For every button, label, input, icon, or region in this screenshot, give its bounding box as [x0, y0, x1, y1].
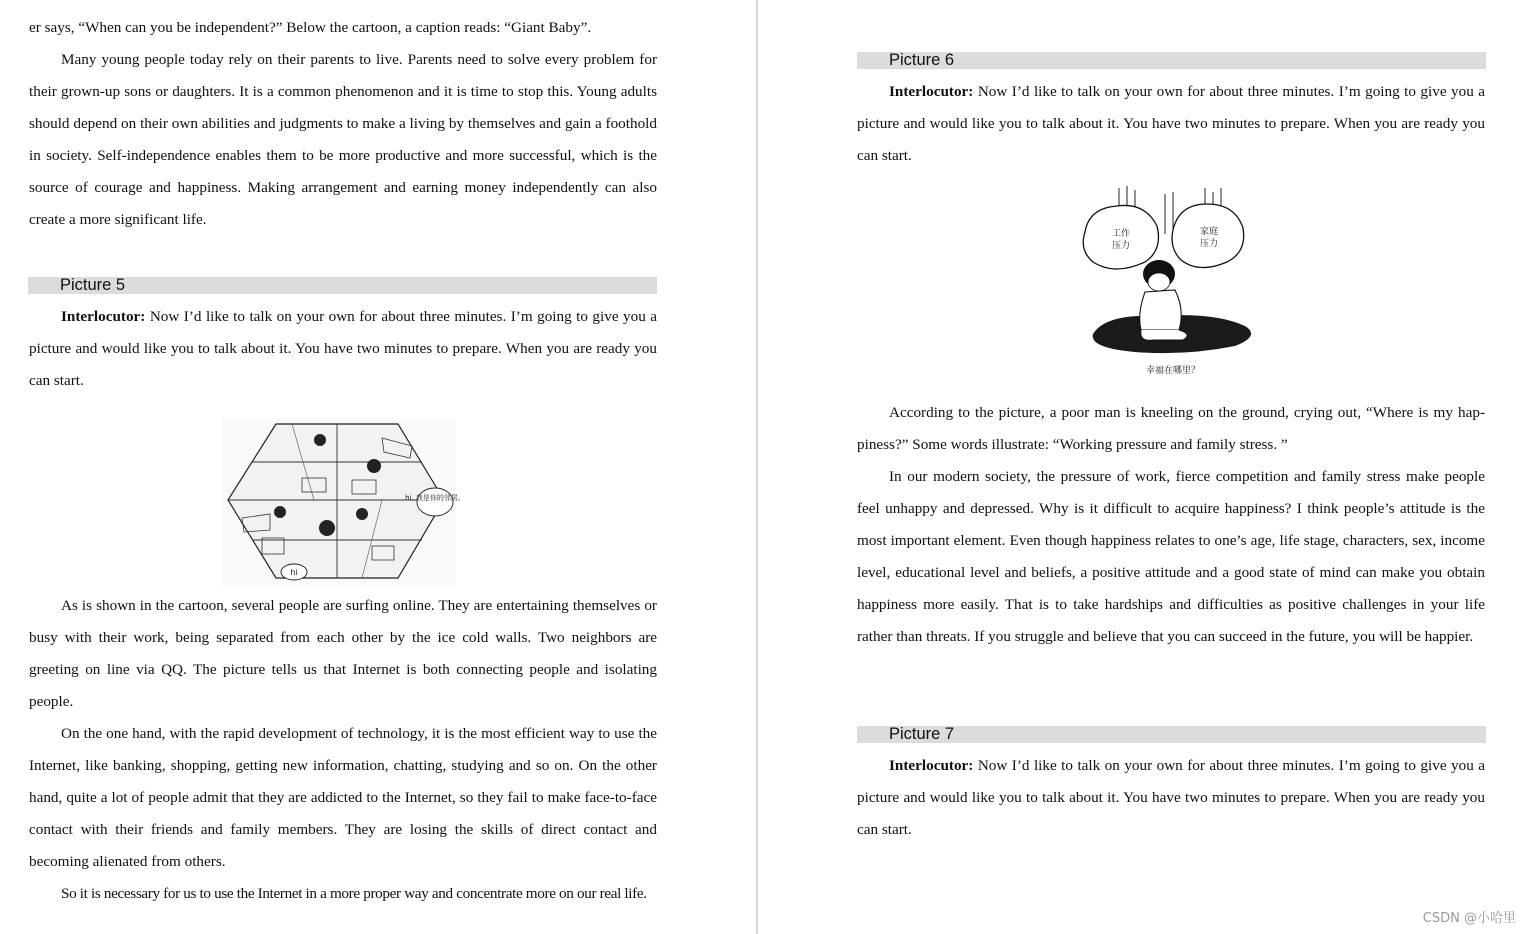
rock-right-text-a: 家庭 [1199, 227, 1219, 237]
rock-left-text-b: 压力 [1111, 241, 1131, 251]
interlocutor-text: Now I’d like to talk on your own for about three minutes. I’m going to give you a picture and would like you to talk about it. You have two minutes to prepare. When you are ready you can start. [857, 757, 1485, 838]
interlocutor-label: Interlocutor: [61, 308, 146, 325]
giant-baby-paragraph: Many young people today rely on their parents to live. Parents need to solve every problem for their grown-up sons or daughters. It is a common phenomenon and it is time to stop this. Young adults should depend on their own abilities and judgments to make a living by themselves and gain a foothold in society. Self-independence enables them to be more productive and more successful, which is the source of courage and happiness. Making arrangement and earning money independently can also create a more significant life. [29, 51, 657, 228]
picture-6-paragraph-2: In our modern society, the pressure of work, fierce competition and family stress make people feel unhappy and depressed. Why is it difficult to acquire happiness? I think people’s attitude is the most important element. Even though happiness relates to one’s age, life stage, characters, sex, income level, educational level and beliefs, a positive attitude and a good state of mind can make you obtain happiness more easily. That is to take hardships and difficulties as positive challenges in your life rather than threats. If you struggle and believe that you can succeed in the future, you will be happier. [857, 468, 1485, 645]
rock-left-text-a: 工作 [1111, 229, 1131, 239]
picture-5-heading [28, 277, 657, 294]
picture-6-interlocutor [857, 76, 1485, 172]
interlocutor-label: Interlocutor: [889, 757, 974, 774]
continued-line: er says, “When can you be independent?” Below the cartoon, a caption reads: “Giant Baby”. [29, 19, 592, 36]
rock-right-text-b: 压力 [1199, 239, 1219, 249]
right-page [759, 0, 1530, 934]
interlocutor-text: Now I’d like to talk on your own for about three minutes. I’m going to give you a picture and would like you to talk about it. You have two minutes to prepare. When you are ready you can start. [29, 308, 657, 389]
picture-5-paragraph-3: So it is necessary for us to use the Internet in a more proper way and concentrate more on our real life. [61, 885, 647, 902]
bubble-bottom-text: hi [290, 568, 298, 577]
picture-6-caption: 幸福在哪里？ [1145, 366, 1201, 376]
picture-5-cartoon [222, 418, 465, 586]
picture-5-paragraph-2: On the one hand, with the rapid development of technology, it is the most efficient way to use the Internet, like banking, shopping, getting new information, chatting, studying and so on. On the other hand, quite a lot of people admit that they are addicted to the Internet, so they fail to make face-to-face contact with their friends and family members. They are losing the skills of direct contact and becoming alienated from others. [29, 725, 657, 870]
bubble-right-text: hi, 我是你的邻居。 [405, 494, 465, 502]
picture-5-paragraph-1: As is shown in the cartoon, several people are surfing online. They are entertaining themselves or busy with their work, being separated from each other by the ice cold walls. Two neighbors are greeting on line via QQ. The picture tells us that Internet is both connecting people and isolating people. [29, 597, 657, 710]
picture-7-heading-text: Picture 7 [889, 725, 955, 743]
interlocutor-label: Interlocutor: [889, 83, 974, 100]
picture-6-paragraph-1: According to the picture, a poor man is kneeling on the ground, crying out, “Where is my happiness?” Some words illustrate: “Working pressure and family stress. ” [857, 404, 1485, 453]
page-divider [756, 0, 758, 934]
picture-7-heading [857, 726, 1486, 743]
picture-7-interlocutor [857, 750, 1485, 846]
picture-6-heading-text: Picture 6 [889, 51, 955, 69]
picture-6-cartoon [1075, 184, 1271, 380]
picture-5-heading-text: Picture 5 [60, 276, 126, 294]
picture-5-interlocutor [29, 301, 657, 397]
left-page [0, 0, 757, 934]
picture-6-heading [857, 52, 1486, 69]
interlocutor-text: Now I’d like to talk on your own for about three minutes. I’m going to give you a picture and would like you to talk about it. You have two minutes to prepare. When you are ready you can start. [857, 83, 1485, 164]
csdn-watermark: CSDN @小哈里 [1422, 911, 1516, 926]
